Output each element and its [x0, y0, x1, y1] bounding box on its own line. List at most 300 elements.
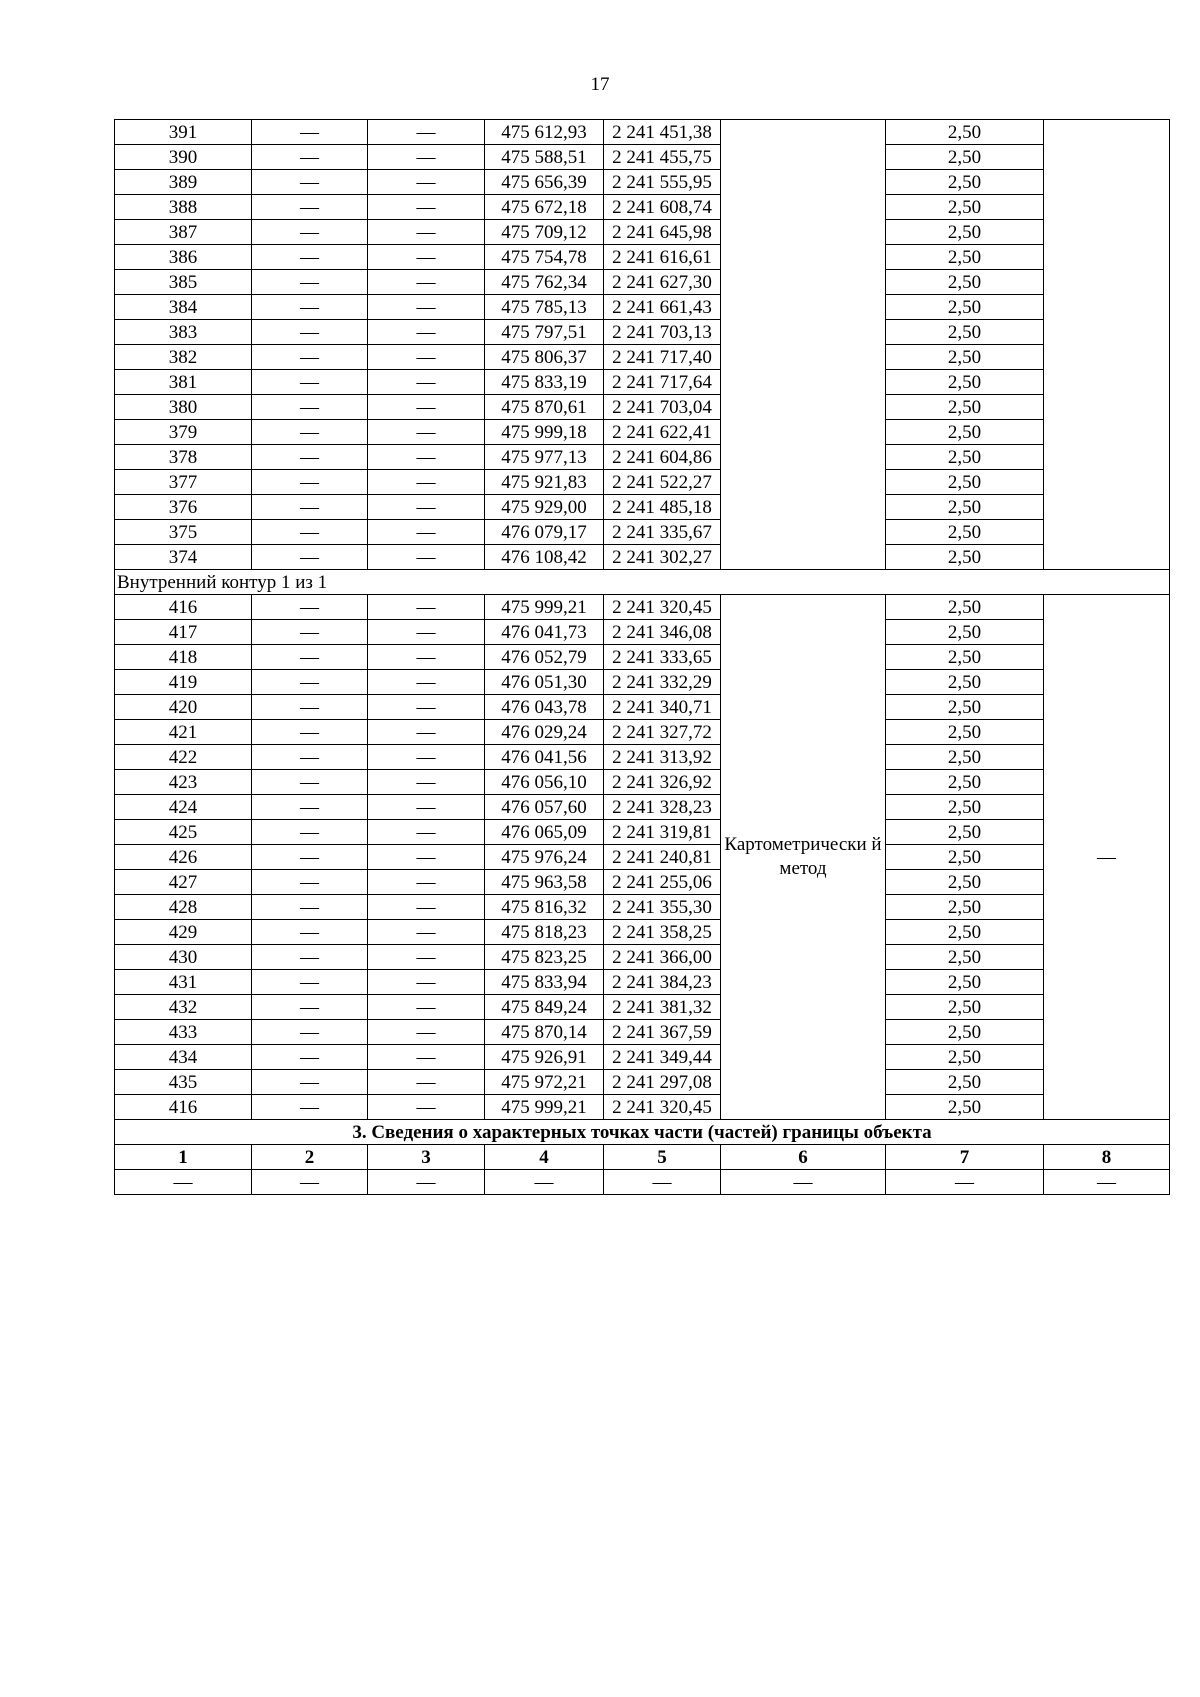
section3-data-row — [115, 1170, 1170, 1195]
col-3-value: — — [368, 270, 485, 295]
coordinate-y: 2 241 326,92 — [604, 770, 721, 795]
col-3-value: — — [368, 545, 485, 570]
coordinate-y: 2 241 384,23 — [604, 970, 721, 995]
coordinate-y: 2 241 358,25 — [604, 920, 721, 945]
coordinate-y: 2 241 333,65 — [604, 645, 721, 670]
coordinate-x: 475 870,14 — [485, 1020, 604, 1045]
point-number: 388 — [115, 195, 252, 220]
coordinate-x: 476 041,56 — [485, 745, 604, 770]
section3-header-3: 3 — [368, 1145, 485, 1170]
coordinate-y: 2 241 703,13 — [604, 320, 721, 345]
coordinate-x: 475 833,19 — [485, 370, 604, 395]
coordinate-x: 475 588,51 — [485, 145, 604, 170]
coordinate-x: 475 656,39 — [485, 170, 604, 195]
accuracy-value: 2,50 — [886, 270, 1044, 295]
col-3-value: — — [368, 995, 485, 1020]
col-2-value: — — [252, 495, 368, 520]
contour-label-row — [115, 570, 1170, 595]
table-row — [115, 695, 1170, 720]
coordinate-y: 2 241 240,81 — [604, 845, 721, 870]
accuracy-value: 2,50 — [886, 445, 1044, 470]
coordinate-y: 2 241 319,81 — [604, 820, 721, 845]
col-2-value: — — [252, 770, 368, 795]
coordinate-x: 476 051,30 — [485, 670, 604, 695]
accuracy-value: 2,50 — [886, 770, 1044, 795]
section-3 — [115, 1120, 1170, 1195]
col-2-value: — — [252, 1095, 368, 1120]
accuracy-value: 2,50 — [886, 1095, 1044, 1120]
col-3-value: — — [368, 695, 485, 720]
table-row — [115, 645, 1170, 670]
col-2-value: — — [252, 320, 368, 345]
col-3-value: — — [368, 195, 485, 220]
table-row — [115, 370, 1170, 395]
coordinate-y: 2 241 381,32 — [604, 995, 721, 1020]
col-2-value: — — [252, 645, 368, 670]
col-2-value: — — [252, 545, 368, 570]
point-number: 387 — [115, 220, 252, 245]
table-row — [115, 195, 1170, 220]
accuracy-value: 2,50 — [886, 945, 1044, 970]
coordinate-x: 476 052,79 — [485, 645, 604, 670]
table-row — [115, 270, 1170, 295]
accuracy-value: 2,50 — [886, 120, 1044, 145]
coordinate-y: 2 241 455,75 — [604, 145, 721, 170]
table-row — [115, 895, 1170, 920]
section3-cell-8: — — [1044, 1170, 1170, 1195]
accuracy-value: 2,50 — [886, 970, 1044, 995]
col-2-value: — — [252, 720, 368, 745]
coordinate-y: 2 241 349,44 — [604, 1045, 721, 1070]
point-number: 391 — [115, 120, 252, 145]
col-2-value: — — [252, 870, 368, 895]
col-2-value: — — [252, 795, 368, 820]
coordinate-y: 2 241 608,74 — [604, 195, 721, 220]
accuracy-value: 2,50 — [886, 620, 1044, 645]
col-3-value: — — [368, 970, 485, 995]
section3-cell-2: — — [252, 1170, 368, 1195]
coordinate-x: 475 977,13 — [485, 445, 604, 470]
col-2-value: — — [252, 620, 368, 645]
table-row — [115, 470, 1170, 495]
coordinate-y: 2 241 661,43 — [604, 295, 721, 320]
col-2-value: — — [252, 670, 368, 695]
coordinate-y: 2 241 332,29 — [604, 670, 721, 695]
col-2-value: — — [252, 145, 368, 170]
col-3-value: — — [368, 1045, 485, 1070]
section3-header-7: 7 — [886, 1145, 1044, 1170]
col-2-value: — — [252, 1045, 368, 1070]
col-2-value: — — [252, 420, 368, 445]
table-row — [115, 970, 1170, 995]
col-2-value: — — [252, 970, 368, 995]
coordinate-x: 475 976,24 — [485, 845, 604, 870]
coordinate-x: 475 823,25 — [485, 945, 604, 970]
col-3-value: — — [368, 1020, 485, 1045]
accuracy-value: 2,50 — [886, 720, 1044, 745]
accuracy-value: 2,50 — [886, 520, 1044, 545]
table-row — [115, 745, 1170, 770]
table-row — [115, 770, 1170, 795]
col-3-value: — — [368, 720, 485, 745]
col-2-value: — — [252, 820, 368, 845]
coordinate-x: 476 057,60 — [485, 795, 604, 820]
col-3-value: — — [368, 895, 485, 920]
section3-cell-1: — — [115, 1170, 252, 1195]
coordinate-y: 2 241 255,06 — [604, 870, 721, 895]
col-2-value: — — [252, 995, 368, 1020]
point-number: 433 — [115, 1020, 252, 1045]
coordinate-x: 475 762,34 — [485, 270, 604, 295]
col-3-value: — — [368, 845, 485, 870]
accuracy-value: 2,50 — [886, 370, 1044, 395]
col-3-value: — — [368, 470, 485, 495]
coordinate-x: 476 065,09 — [485, 820, 604, 845]
table-row — [115, 320, 1170, 345]
point-number: 427 — [115, 870, 252, 895]
table-row — [115, 870, 1170, 895]
accuracy-value: 2,50 — [886, 470, 1044, 495]
point-number: 426 — [115, 845, 252, 870]
point-number: 384 — [115, 295, 252, 320]
col-2-value: — — [252, 195, 368, 220]
coordinate-y: 2 241 555,95 — [604, 170, 721, 195]
table-row — [115, 170, 1170, 195]
col-2-value: — — [252, 345, 368, 370]
table-row — [115, 995, 1170, 1020]
col-2-value: — — [252, 395, 368, 420]
accuracy-value: 2,50 — [886, 745, 1044, 770]
coordinate-x: 475 921,83 — [485, 470, 604, 495]
accuracy-value: 2,50 — [886, 895, 1044, 920]
col-3-value: — — [368, 170, 485, 195]
col-3-value: — — [368, 595, 485, 620]
coordinate-y: 2 241 367,59 — [604, 1020, 721, 1045]
accuracy-value: 2,50 — [886, 320, 1044, 345]
coordinate-y: 2 241 717,64 — [604, 370, 721, 395]
col-3-value: — — [368, 395, 485, 420]
coordinate-x: 476 041,73 — [485, 620, 604, 645]
accuracy-value: 2,50 — [886, 1020, 1044, 1045]
col-8-value: — — [1044, 595, 1170, 1120]
coordinate-x: 475 818,23 — [485, 920, 604, 945]
table-row — [115, 1070, 1170, 1095]
coordinate-x: 476 029,24 — [485, 720, 604, 745]
inner-contour-rows — [115, 595, 1170, 1120]
col-3-value: — — [368, 145, 485, 170]
col-3-value: — — [368, 345, 485, 370]
section3-cell-4: — — [485, 1170, 604, 1195]
table-row — [115, 670, 1170, 695]
coordinate-y: 2 241 302,27 — [604, 545, 721, 570]
table-row — [115, 845, 1170, 870]
accuracy-value: 2,50 — [886, 145, 1044, 170]
col-3-value: — — [368, 295, 485, 320]
point-number: 416 — [115, 1095, 252, 1120]
accuracy-value: 2,50 — [886, 345, 1044, 370]
point-number: 430 — [115, 945, 252, 970]
coordinate-y: 2 241 645,98 — [604, 220, 721, 245]
coordinate-x: 475 870,61 — [485, 395, 604, 420]
table-row — [115, 120, 1170, 145]
point-number: 380 — [115, 395, 252, 420]
section3-cell-5: — — [604, 1170, 721, 1195]
col-2-value: — — [252, 745, 368, 770]
point-number: 377 — [115, 470, 252, 495]
col-3-value: — — [368, 1095, 485, 1120]
coordinate-y: 2 241 485,18 — [604, 495, 721, 520]
col-2-value: — — [252, 845, 368, 870]
table-row — [115, 420, 1170, 445]
accuracy-value: 2,50 — [886, 395, 1044, 420]
coordinate-y: 2 241 366,00 — [604, 945, 721, 970]
col-2-value: — — [252, 270, 368, 295]
point-number: 428 — [115, 895, 252, 920]
col-2-value: — — [252, 120, 368, 145]
point-number: 390 — [115, 145, 252, 170]
point-number: 423 — [115, 770, 252, 795]
point-number: 374 — [115, 545, 252, 570]
accuracy-value: 2,50 — [886, 1070, 1044, 1095]
coordinate-y: 2 241 451,38 — [604, 120, 721, 145]
accuracy-value: 2,50 — [886, 595, 1044, 620]
col-2-value: — — [252, 1070, 368, 1095]
coordinate-y: 2 241 604,86 — [604, 445, 721, 470]
section3-title-row — [115, 1120, 1170, 1145]
point-number: 385 — [115, 270, 252, 295]
outer-contour-rows — [115, 120, 1170, 570]
col-2-value: — — [252, 170, 368, 195]
point-number: 429 — [115, 920, 252, 945]
table-row — [115, 795, 1170, 820]
accuracy-value: 2,50 — [886, 245, 1044, 270]
table-row — [115, 945, 1170, 970]
col-3-value: — — [368, 620, 485, 645]
col-3-value: — — [368, 320, 485, 345]
accuracy-value: 2,50 — [886, 845, 1044, 870]
accuracy-value: 2,50 — [886, 670, 1044, 695]
coordinate-x: 475 999,18 — [485, 420, 604, 445]
point-number: 417 — [115, 620, 252, 645]
point-number: 418 — [115, 645, 252, 670]
col-3-value: — — [368, 495, 485, 520]
coordinate-x: 475 963,58 — [485, 870, 604, 895]
accuracy-value: 2,50 — [886, 870, 1044, 895]
col-2-value: — — [252, 695, 368, 720]
point-number: 375 — [115, 520, 252, 545]
point-number: 382 — [115, 345, 252, 370]
table-row — [115, 395, 1170, 420]
col-3-value: — — [368, 120, 485, 145]
coordinate-x: 475 612,93 — [485, 120, 604, 145]
point-number: 421 — [115, 720, 252, 745]
coordinate-y: 2 241 320,45 — [604, 595, 721, 620]
characteristic-points-table — [114, 119, 1170, 1195]
col-2-value: — — [252, 920, 368, 945]
table-row — [115, 1020, 1170, 1045]
coordinate-x: 475 785,13 — [485, 295, 604, 320]
inner-contour-header — [115, 570, 1170, 595]
accuracy-value: 2,50 — [886, 420, 1044, 445]
point-number: 422 — [115, 745, 252, 770]
coordinate-x: 475 754,78 — [485, 245, 604, 270]
point-number: 383 — [115, 320, 252, 345]
coordinate-x: 475 849,24 — [485, 995, 604, 1020]
section3-cell-7: — — [886, 1170, 1044, 1195]
accuracy-value: 2,50 — [886, 695, 1044, 720]
method-cell — [721, 120, 886, 570]
col-2-value: — — [252, 520, 368, 545]
table-row — [115, 295, 1170, 320]
point-number: 416 — [115, 595, 252, 620]
table-row — [115, 145, 1170, 170]
point-number: 389 — [115, 170, 252, 195]
accuracy-value: 2,50 — [886, 920, 1044, 945]
table-row — [115, 1095, 1170, 1120]
coordinate-y: 2 241 313,92 — [604, 745, 721, 770]
col-2-value: — — [252, 245, 368, 270]
table-row — [115, 720, 1170, 745]
accuracy-value: 2,50 — [886, 220, 1044, 245]
method-cell: Картометрически й метод — [721, 595, 886, 1120]
accuracy-value: 2,50 — [886, 1045, 1044, 1070]
point-number: 419 — [115, 670, 252, 695]
col-3-value: — — [368, 795, 485, 820]
col-3-value: — — [368, 420, 485, 445]
coordinate-x: 476 079,17 — [485, 520, 604, 545]
coordinate-x: 475 709,12 — [485, 220, 604, 245]
section3-header-row — [115, 1145, 1170, 1170]
coordinate-y: 2 241 340,71 — [604, 695, 721, 720]
section3-header-4: 4 — [485, 1145, 604, 1170]
accuracy-value: 2,50 — [886, 795, 1044, 820]
accuracy-value: 2,50 — [886, 195, 1044, 220]
table-row — [115, 245, 1170, 270]
col-3-value: — — [368, 220, 485, 245]
table-row — [115, 1045, 1170, 1070]
col-3-value: — — [368, 670, 485, 695]
accuracy-value: 2,50 — [886, 645, 1044, 670]
accuracy-value: 2,50 — [886, 545, 1044, 570]
point-number: 420 — [115, 695, 252, 720]
point-number: 378 — [115, 445, 252, 470]
coordinate-y: 2 241 522,27 — [604, 470, 721, 495]
coordinate-x: 475 929,00 — [485, 495, 604, 520]
section3-header-6: 6 — [721, 1145, 886, 1170]
col-3-value: — — [368, 245, 485, 270]
coordinate-y: 2 241 335,67 — [604, 520, 721, 545]
coordinate-y: 2 241 297,08 — [604, 1070, 721, 1095]
coordinate-x: 475 999,21 — [485, 595, 604, 620]
coordinate-x: 476 108,42 — [485, 545, 604, 570]
accuracy-value: 2,50 — [886, 170, 1044, 195]
accuracy-value: 2,50 — [886, 295, 1044, 320]
coordinate-y: 2 241 717,40 — [604, 345, 721, 370]
col-3-value: — — [368, 520, 485, 545]
table-row — [115, 620, 1170, 645]
point-number: 435 — [115, 1070, 252, 1095]
col-3-value: — — [368, 1070, 485, 1095]
col-3-value: — — [368, 820, 485, 845]
inner-contour-label: Внутренний контур 1 из 1 — [115, 570, 1170, 595]
section3-header-5: 5 — [604, 1145, 721, 1170]
table-row — [115, 220, 1170, 245]
coordinate-y: 2 241 320,45 — [604, 1095, 721, 1120]
table-row — [115, 345, 1170, 370]
table-row — [115, 520, 1170, 545]
accuracy-value: 2,50 — [886, 495, 1044, 520]
col-3-value: — — [368, 945, 485, 970]
coordinate-x: 475 797,51 — [485, 320, 604, 345]
point-number: 376 — [115, 495, 252, 520]
accuracy-value: 2,50 — [886, 995, 1044, 1020]
col-2-value: — — [252, 595, 368, 620]
coordinate-x: 475 816,32 — [485, 895, 604, 920]
col-3-value: — — [368, 870, 485, 895]
section3-header-8: 8 — [1044, 1145, 1170, 1170]
point-number: 386 — [115, 245, 252, 270]
point-number: 379 — [115, 420, 252, 445]
coordinate-y: 2 241 622,41 — [604, 420, 721, 445]
coordinate-x: 476 056,10 — [485, 770, 604, 795]
page-number: 17 — [590, 74, 610, 95]
col-2-value: — — [252, 945, 368, 970]
coordinate-y: 2 241 346,08 — [604, 620, 721, 645]
point-number: 431 — [115, 970, 252, 995]
section3-cell-3: — — [368, 1170, 485, 1195]
table-row — [115, 545, 1170, 570]
col-2-value: — — [252, 220, 368, 245]
point-number: 381 — [115, 370, 252, 395]
coordinate-x: 476 043,78 — [485, 695, 604, 720]
col-3-value: — — [368, 745, 485, 770]
col-2-value: — — [252, 470, 368, 495]
point-number: 424 — [115, 795, 252, 820]
table-row — [115, 445, 1170, 470]
section3-header-2: 2 — [252, 1145, 368, 1170]
col-3-value: — — [368, 920, 485, 945]
coordinate-x: 475 926,91 — [485, 1045, 604, 1070]
col-3-value: — — [368, 445, 485, 470]
accuracy-value: 2,50 — [886, 820, 1044, 845]
coordinate-x: 475 999,21 — [485, 1095, 604, 1120]
coordinate-x: 475 972,21 — [485, 1070, 604, 1095]
coordinate-y: 2 241 327,72 — [604, 720, 721, 745]
coordinate-y: 2 241 616,61 — [604, 245, 721, 270]
coordinate-x: 475 833,94 — [485, 970, 604, 995]
section3-header-1: 1 — [115, 1145, 252, 1170]
coordinate-y: 2 241 627,30 — [604, 270, 721, 295]
col-2-value: — — [252, 895, 368, 920]
coordinate-y: 2 241 355,30 — [604, 895, 721, 920]
coordinate-x: 475 806,37 — [485, 345, 604, 370]
coordinate-y: 2 241 703,04 — [604, 395, 721, 420]
col-3-value: — — [368, 370, 485, 395]
col-3-value: — — [368, 770, 485, 795]
col-2-value: — — [252, 295, 368, 320]
point-number: 425 — [115, 820, 252, 845]
col-3-value: — — [368, 645, 485, 670]
table-row — [115, 495, 1170, 520]
section3-title: 3. Сведения о характерных точках части (частей) границы объекта — [115, 1120, 1170, 1145]
col-2-value: — — [252, 370, 368, 395]
table-row — [115, 595, 1170, 620]
coordinate-x: 475 672,18 — [485, 195, 604, 220]
table-row — [115, 820, 1170, 845]
section3-cell-6: — — [721, 1170, 886, 1195]
point-number: 432 — [115, 995, 252, 1020]
coordinate-y: 2 241 328,23 — [604, 795, 721, 820]
